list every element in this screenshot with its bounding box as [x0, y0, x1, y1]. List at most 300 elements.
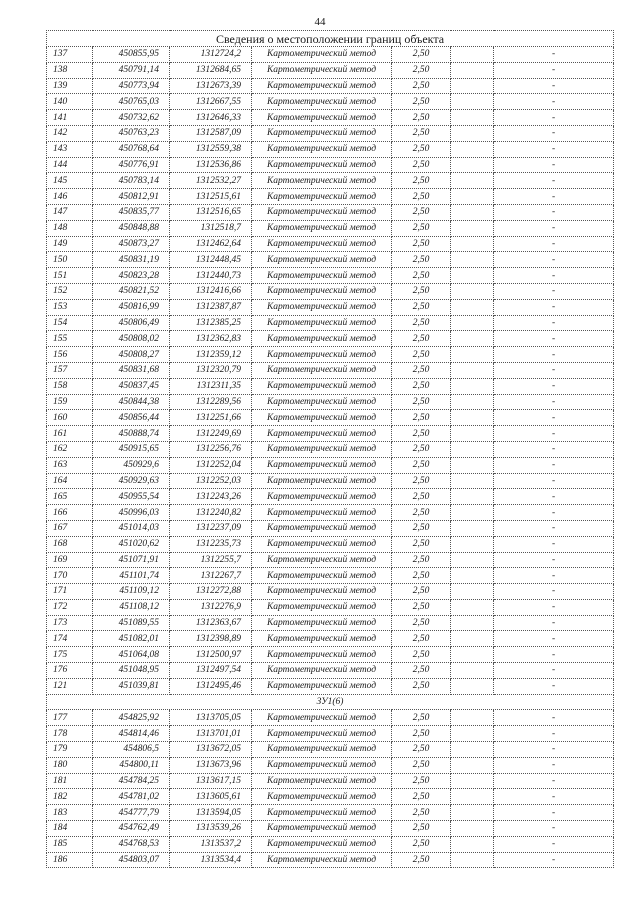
- point-number: 178: [47, 726, 93, 742]
- empty-cell: [451, 47, 494, 63]
- table-row: [47, 773, 614, 789]
- empty-cell: [451, 189, 494, 205]
- method-cell: Картометрический метод: [252, 347, 392, 363]
- method-cell: Картометрический метод: [252, 252, 392, 268]
- coord-x: 450929,6: [93, 457, 170, 473]
- note-cell: -: [494, 268, 614, 284]
- note-cell: -: [494, 520, 614, 536]
- coord-x: 451071,91: [93, 552, 170, 568]
- coord-x: 451048,95: [93, 663, 170, 679]
- note-cell: -: [494, 410, 614, 426]
- coord-y: 1312673,39: [170, 78, 252, 94]
- table-row: [47, 78, 614, 94]
- note-cell: -: [494, 252, 614, 268]
- empty-cell: [451, 457, 494, 473]
- method-cell: Картометрический метод: [252, 473, 392, 489]
- note-cell: -: [494, 505, 614, 521]
- coord-y: 1313672,05: [170, 742, 252, 758]
- method-cell: Картометрический метод: [252, 663, 392, 679]
- table-row: [47, 362, 614, 378]
- method-cell: Картометрический метод: [252, 584, 392, 600]
- coord-y: 1312243,26: [170, 489, 252, 505]
- coord-y: 1312516,65: [170, 204, 252, 220]
- empty-cell: [451, 62, 494, 78]
- coord-x: 450848,88: [93, 220, 170, 236]
- coord-x: 451064,08: [93, 647, 170, 663]
- note-cell: -: [494, 441, 614, 457]
- table-title: Сведения о местоположении границ объекта: [47, 31, 614, 47]
- point-number: 181: [47, 773, 93, 789]
- coord-x: 450773,94: [93, 78, 170, 94]
- empty-cell: [451, 757, 494, 773]
- coord-y: 1313701,01: [170, 726, 252, 742]
- empty-cell: [451, 615, 494, 631]
- accuracy-cell: 2,50: [392, 94, 451, 110]
- coord-x: 450732,62: [93, 110, 170, 126]
- note-cell: -: [494, 204, 614, 220]
- note-cell: -: [494, 457, 614, 473]
- method-cell: Картометрический метод: [252, 299, 392, 315]
- accuracy-cell: 2,50: [392, 157, 451, 173]
- empty-cell: [451, 268, 494, 284]
- accuracy-cell: 2,50: [392, 631, 451, 647]
- note-cell: -: [494, 62, 614, 78]
- table-row: [47, 236, 614, 252]
- note-cell: -: [494, 94, 614, 110]
- coord-y: 1312362,83: [170, 331, 252, 347]
- coord-y: 1312724,2: [170, 47, 252, 63]
- method-cell: Картометрический метод: [252, 457, 392, 473]
- coord-x: 450929,63: [93, 473, 170, 489]
- table-row: [47, 315, 614, 331]
- empty-cell: [451, 552, 494, 568]
- note-cell: -: [494, 347, 614, 363]
- coord-x: 454777,79: [93, 805, 170, 821]
- coord-y: 1312532,27: [170, 173, 252, 189]
- coord-x: 451039,81: [93, 678, 170, 694]
- accuracy-cell: 2,50: [392, 347, 451, 363]
- method-cell: Картометрический метод: [252, 204, 392, 220]
- point-number: 156: [47, 347, 93, 363]
- accuracy-cell: 2,50: [392, 441, 451, 457]
- note-cell: -: [494, 125, 614, 141]
- coord-y: 1312252,04: [170, 457, 252, 473]
- accuracy-cell: 2,50: [392, 489, 451, 505]
- point-number: 140: [47, 94, 93, 110]
- empty-cell: [451, 173, 494, 189]
- coord-y: 1312256,76: [170, 441, 252, 457]
- empty-cell: [451, 220, 494, 236]
- empty-cell: [451, 236, 494, 252]
- note-cell: -: [494, 552, 614, 568]
- coord-x: 450812,91: [93, 189, 170, 205]
- accuracy-cell: 2,50: [392, 726, 451, 742]
- note-cell: -: [494, 283, 614, 299]
- coord-y: 1312518,7: [170, 220, 252, 236]
- point-number: 166: [47, 505, 93, 521]
- accuracy-cell: 2,50: [392, 220, 451, 236]
- note-cell: -: [494, 536, 614, 552]
- note-cell: -: [494, 663, 614, 679]
- point-number: 159: [47, 394, 93, 410]
- point-number: 146: [47, 189, 93, 205]
- coord-x: 450855,95: [93, 47, 170, 63]
- table-row: [47, 520, 614, 536]
- point-number: 173: [47, 615, 93, 631]
- note-cell: -: [494, 78, 614, 94]
- empty-cell: [451, 125, 494, 141]
- coord-x: 454814,46: [93, 726, 170, 742]
- table-row: [47, 283, 614, 299]
- table-row: [47, 821, 614, 837]
- accuracy-cell: 2,50: [392, 189, 451, 205]
- point-number: 167: [47, 520, 93, 536]
- accuracy-cell: 2,50: [392, 836, 451, 852]
- method-cell: Картометрический метод: [252, 410, 392, 426]
- table-row: [47, 220, 614, 236]
- note-cell: -: [494, 836, 614, 852]
- accuracy-cell: 2,50: [392, 536, 451, 552]
- table-row: [47, 584, 614, 600]
- note-cell: -: [494, 710, 614, 726]
- table-row: [47, 647, 614, 663]
- method-cell: Картометрический метод: [252, 94, 392, 110]
- coord-x: 451101,74: [93, 568, 170, 584]
- table-row: [47, 394, 614, 410]
- coord-y: 1312385,25: [170, 315, 252, 331]
- table-row: [47, 663, 614, 679]
- point-number: 161: [47, 426, 93, 442]
- empty-cell: [451, 805, 494, 821]
- method-cell: Картометрический метод: [252, 489, 392, 505]
- point-number: 172: [47, 599, 93, 615]
- note-cell: -: [494, 189, 614, 205]
- point-number: 149: [47, 236, 93, 252]
- method-cell: Картометрический метод: [252, 315, 392, 331]
- table-row: [47, 757, 614, 773]
- method-cell: Картометрический метод: [252, 789, 392, 805]
- accuracy-cell: 2,50: [392, 394, 451, 410]
- note-cell: -: [494, 631, 614, 647]
- coord-y: 1312267,7: [170, 568, 252, 584]
- coord-x: 451108,12: [93, 599, 170, 615]
- coord-x: 454784,25: [93, 773, 170, 789]
- method-cell: Картометрический метод: [252, 110, 392, 126]
- empty-cell: [451, 473, 494, 489]
- accuracy-cell: 2,50: [392, 268, 451, 284]
- table-row: [47, 631, 614, 647]
- note-cell: -: [494, 678, 614, 694]
- empty-cell: [451, 505, 494, 521]
- accuracy-cell: 2,50: [392, 426, 451, 442]
- accuracy-cell: 2,50: [392, 78, 451, 94]
- coord-y: 1312667,55: [170, 94, 252, 110]
- method-cell: Картометрический метод: [252, 268, 392, 284]
- point-number: 142: [47, 125, 93, 141]
- coord-x: 454825,92: [93, 710, 170, 726]
- coord-y: 1313705,05: [170, 710, 252, 726]
- point-number: 137: [47, 47, 93, 63]
- point-number: 121: [47, 678, 93, 694]
- accuracy-cell: 2,50: [392, 47, 451, 63]
- point-number: 163: [47, 457, 93, 473]
- coord-x: 450821,52: [93, 283, 170, 299]
- method-cell: Картометрический метод: [252, 173, 392, 189]
- note-cell: -: [494, 110, 614, 126]
- table-row: [47, 94, 614, 110]
- coord-y: 1312311,35: [170, 378, 252, 394]
- accuracy-cell: 2,50: [392, 110, 451, 126]
- coord-y: 1312497,54: [170, 663, 252, 679]
- empty-cell: [451, 599, 494, 615]
- empty-cell: [451, 110, 494, 126]
- empty-cell: [451, 568, 494, 584]
- coord-y: 1313539,26: [170, 821, 252, 837]
- empty-cell: [451, 426, 494, 442]
- point-number: 139: [47, 78, 93, 94]
- empty-cell: [451, 663, 494, 679]
- method-cell: Картометрический метод: [252, 62, 392, 78]
- point-number: 151: [47, 268, 93, 284]
- accuracy-cell: 2,50: [392, 678, 451, 694]
- empty-cell: [451, 347, 494, 363]
- note-cell: -: [494, 805, 614, 821]
- empty-cell: [451, 362, 494, 378]
- note-cell: -: [494, 426, 614, 442]
- note-cell: -: [494, 173, 614, 189]
- empty-cell: [451, 678, 494, 694]
- note-cell: -: [494, 331, 614, 347]
- coord-y: 1313534,4: [170, 852, 252, 868]
- table-row: [47, 489, 614, 505]
- method-cell: Картометрический метод: [252, 125, 392, 141]
- empty-cell: [451, 520, 494, 536]
- table-row: [47, 189, 614, 205]
- point-number: 175: [47, 647, 93, 663]
- table-row: [47, 268, 614, 284]
- method-cell: Картометрический метод: [252, 726, 392, 742]
- empty-cell: [451, 441, 494, 457]
- empty-cell: [451, 852, 494, 868]
- coord-y: 1312272,88: [170, 584, 252, 600]
- method-cell: Картометрический метод: [252, 742, 392, 758]
- note-cell: -: [494, 378, 614, 394]
- coord-y: 1312500,97: [170, 647, 252, 663]
- coord-x: 454781,02: [93, 789, 170, 805]
- method-cell: Картометрический метод: [252, 647, 392, 663]
- note-cell: -: [494, 568, 614, 584]
- point-number: 154: [47, 315, 93, 331]
- table-row: [47, 473, 614, 489]
- coord-y: 1312559,38: [170, 141, 252, 157]
- method-cell: Картометрический метод: [252, 631, 392, 647]
- coord-y: 1312255,7: [170, 552, 252, 568]
- coord-x: 450806,49: [93, 315, 170, 331]
- empty-cell: [451, 410, 494, 426]
- table-row: [47, 536, 614, 552]
- table-row: [47, 347, 614, 363]
- coord-x: 450835,77: [93, 204, 170, 220]
- note-cell: -: [494, 299, 614, 315]
- method-cell: Картометрический метод: [252, 536, 392, 552]
- coord-x: 454803,07: [93, 852, 170, 868]
- table-row: [47, 157, 614, 173]
- coord-y: 1312398,89: [170, 631, 252, 647]
- empty-cell: [451, 742, 494, 758]
- table-row: [47, 505, 614, 521]
- accuracy-cell: 2,50: [392, 283, 451, 299]
- point-number: 162: [47, 441, 93, 457]
- table-row: [47, 141, 614, 157]
- table-row: [47, 615, 614, 631]
- table-row: [47, 331, 614, 347]
- accuracy-cell: 2,50: [392, 362, 451, 378]
- coord-x: 450873,27: [93, 236, 170, 252]
- method-cell: Картометрический метод: [252, 599, 392, 615]
- point-number: 150: [47, 252, 93, 268]
- point-number: 176: [47, 663, 93, 679]
- note-cell: -: [494, 157, 614, 173]
- coord-x: 451109,12: [93, 584, 170, 600]
- empty-cell: [451, 94, 494, 110]
- accuracy-cell: 2,50: [392, 299, 451, 315]
- accuracy-cell: 2,50: [392, 473, 451, 489]
- coord-y: 1313617,15: [170, 773, 252, 789]
- coord-x: 451082,01: [93, 631, 170, 647]
- section-label: ЗУ1(6): [47, 694, 614, 710]
- table-row: [47, 378, 614, 394]
- coord-x: 450816,99: [93, 299, 170, 315]
- point-number: 186: [47, 852, 93, 868]
- empty-cell: [451, 489, 494, 505]
- point-number: 143: [47, 141, 93, 157]
- note-cell: -: [494, 394, 614, 410]
- point-number: 144: [47, 157, 93, 173]
- note-cell: -: [494, 584, 614, 600]
- note-cell: -: [494, 615, 614, 631]
- point-number: 180: [47, 757, 93, 773]
- coord-x: 450996,03: [93, 505, 170, 521]
- accuracy-cell: 2,50: [392, 315, 451, 331]
- method-cell: Картометрический метод: [252, 836, 392, 852]
- point-number: 145: [47, 173, 93, 189]
- accuracy-cell: 2,50: [392, 62, 451, 78]
- note-cell: -: [494, 141, 614, 157]
- accuracy-cell: 2,50: [392, 584, 451, 600]
- method-cell: Картометрический метод: [252, 157, 392, 173]
- note-cell: -: [494, 789, 614, 805]
- coord-y: 1312448,45: [170, 252, 252, 268]
- accuracy-cell: 2,50: [392, 821, 451, 837]
- coord-y: 1312251,66: [170, 410, 252, 426]
- table-row: [47, 125, 614, 141]
- accuracy-cell: 2,50: [392, 710, 451, 726]
- point-number: 169: [47, 552, 93, 568]
- accuracy-cell: 2,50: [392, 773, 451, 789]
- table-row: [47, 410, 614, 426]
- accuracy-cell: 2,50: [392, 615, 451, 631]
- table-row: [47, 47, 614, 63]
- empty-cell: [451, 821, 494, 837]
- empty-cell: [451, 141, 494, 157]
- table-row: [47, 299, 614, 315]
- coord-y: 1312387,87: [170, 299, 252, 315]
- accuracy-cell: 2,50: [392, 125, 451, 141]
- method-cell: Картометрический метод: [252, 678, 392, 694]
- note-cell: -: [494, 742, 614, 758]
- note-cell: -: [494, 315, 614, 331]
- method-cell: Картометрический метод: [252, 615, 392, 631]
- method-cell: Картометрический метод: [252, 236, 392, 252]
- accuracy-cell: 2,50: [392, 204, 451, 220]
- empty-cell: [451, 710, 494, 726]
- accuracy-cell: 2,50: [392, 663, 451, 679]
- table-row: [47, 173, 614, 189]
- coord-y: 1313594,05: [170, 805, 252, 821]
- accuracy-cell: 2,50: [392, 520, 451, 536]
- coord-y: 1312320,79: [170, 362, 252, 378]
- accuracy-cell: 2,50: [392, 173, 451, 189]
- table-row: [47, 110, 614, 126]
- point-number: 170: [47, 568, 93, 584]
- coord-x: 454806,5: [93, 742, 170, 758]
- coord-x: 450776,91: [93, 157, 170, 173]
- coord-y: 1312536,86: [170, 157, 252, 173]
- note-cell: -: [494, 852, 614, 868]
- point-number: 147: [47, 204, 93, 220]
- accuracy-cell: 2,50: [392, 141, 451, 157]
- coord-x: 450856,44: [93, 410, 170, 426]
- method-cell: Картометрический метод: [252, 568, 392, 584]
- point-number: 182: [47, 789, 93, 805]
- method-cell: Картометрический метод: [252, 773, 392, 789]
- coord-y: 1312440,73: [170, 268, 252, 284]
- table-row: [47, 552, 614, 568]
- coord-y: 1312249,69: [170, 426, 252, 442]
- note-cell: -: [494, 236, 614, 252]
- point-number: 184: [47, 821, 93, 837]
- table-row: [47, 836, 614, 852]
- coord-x: 451020,62: [93, 536, 170, 552]
- accuracy-cell: 2,50: [392, 568, 451, 584]
- empty-cell: [451, 204, 494, 220]
- coord-x: 454768,53: [93, 836, 170, 852]
- method-cell: Картометрический метод: [252, 520, 392, 536]
- boundary-coordinates-table: [46, 30, 614, 868]
- accuracy-cell: 2,50: [392, 410, 451, 426]
- empty-cell: [451, 647, 494, 663]
- point-number: 171: [47, 584, 93, 600]
- coord-x: 450765,03: [93, 94, 170, 110]
- note-cell: -: [494, 773, 614, 789]
- coord-x: 450783,14: [93, 173, 170, 189]
- empty-cell: [451, 299, 494, 315]
- table-row: [47, 805, 614, 821]
- method-cell: Картометрический метод: [252, 78, 392, 94]
- coord-x: 454800,11: [93, 757, 170, 773]
- accuracy-cell: 2,50: [392, 331, 451, 347]
- table-row: [47, 852, 614, 868]
- point-number: 157: [47, 362, 93, 378]
- point-number: 185: [47, 836, 93, 852]
- coord-x: 450915,65: [93, 441, 170, 457]
- method-cell: Картометрический метод: [252, 220, 392, 236]
- table-row: [47, 457, 614, 473]
- accuracy-cell: 2,50: [392, 852, 451, 868]
- coord-y: 1312495,46: [170, 678, 252, 694]
- coord-y: 1312289,56: [170, 394, 252, 410]
- empty-cell: [451, 584, 494, 600]
